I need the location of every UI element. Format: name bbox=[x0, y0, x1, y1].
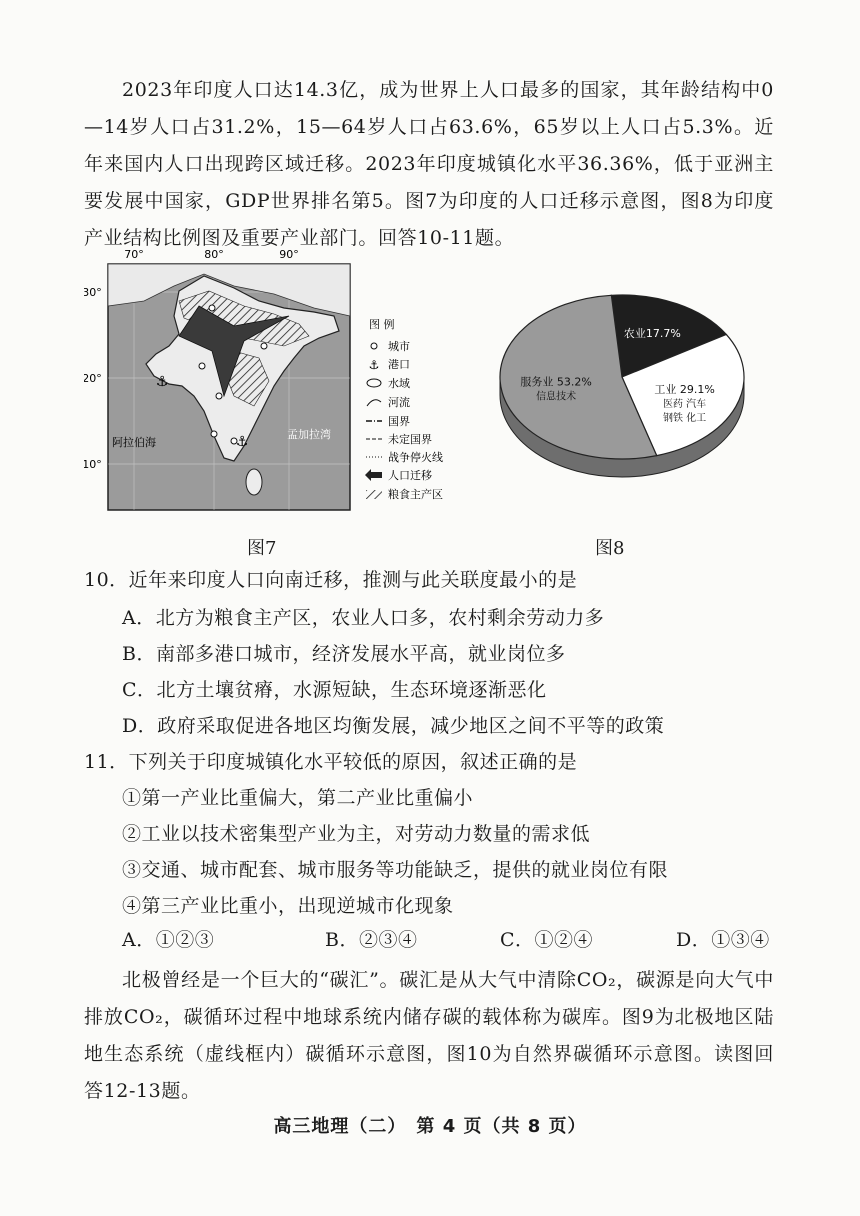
figure-8-caption: 图8 bbox=[595, 538, 625, 559]
svg-text:河流: 河流 bbox=[388, 396, 410, 409]
lon-label-80: 80° bbox=[204, 248, 224, 261]
legend-border bbox=[366, 415, 410, 428]
svg-text:战争停火线: 战争停火线 bbox=[388, 451, 443, 464]
pie-label-0: 农业17.7% bbox=[623, 326, 681, 340]
legend-port bbox=[369, 357, 410, 372]
lon-label-70: 70° bbox=[124, 248, 144, 261]
q10-option-d: D．政府采取促进各地区均衡发展，减少地区之间不平等的政策 bbox=[122, 715, 665, 737]
bay-of-bengal-label: 孟加拉湾 bbox=[287, 428, 331, 441]
q11-choice-d: D．①③④ bbox=[676, 929, 770, 951]
svg-text:⚓: ⚓ bbox=[368, 358, 380, 372]
q11-statement-2: ②工业以技术密集型产业为主，对劳动力数量的需求低 bbox=[122, 823, 591, 845]
svg-text:人口迁移: 人口迁移 bbox=[388, 469, 432, 482]
figure-7-caption: 图7 bbox=[247, 538, 277, 559]
q11-stem: 11．下列关于印度城镇化水平较低的原因，叙述正确的是 bbox=[84, 751, 578, 773]
legend-ceasefire-line bbox=[366, 450, 443, 464]
figure-8-pie-chart bbox=[495, 282, 750, 497]
q11-choice-a: A．①②③ bbox=[122, 929, 215, 951]
svg-text:港口: 港口 bbox=[388, 358, 410, 371]
pie-sublabel-1-0: 医药 汽车 bbox=[663, 399, 707, 411]
pie-sublabel-1-1: 钢铁 化工 bbox=[663, 413, 707, 425]
q11-choice-c: C．①②④ bbox=[500, 929, 594, 951]
q11-statement-1: ①第一产业比重偏大，第二产业比重偏小 bbox=[122, 787, 474, 809]
pie-label-2: 服务业 53.2% bbox=[520, 375, 592, 389]
svg-text:粮食主产区: 粮食主产区 bbox=[388, 488, 443, 501]
port-icon-east: ⚓ bbox=[235, 434, 249, 450]
arabian-sea-label: 阿拉伯海 bbox=[112, 436, 156, 449]
svg-text:未定国界: 未定国界 bbox=[388, 433, 432, 446]
q11-choice-b: B．②③④ bbox=[325, 929, 418, 951]
map-legend bbox=[365, 317, 443, 501]
q10-option-b: B．南部多港口城市，经济发展水平高，就业岗位多 bbox=[122, 643, 566, 665]
legend-migration bbox=[365, 468, 432, 482]
figure-7-map bbox=[84, 246, 479, 526]
legend-water bbox=[367, 376, 410, 390]
lat-label-20: 20° bbox=[84, 372, 102, 385]
lon-label-90: 90° bbox=[279, 248, 299, 261]
lat-label-10: 10° bbox=[84, 458, 102, 471]
carbon-paragraph: 北极曾经是一个巨大的“碳汇”。碳汇是从大气中清除CO₂，碳源是向大气中排放CO₂，碳循环过程中地球系统内储存碳的载体称为碳库。图9为北极地区陆地生态系统（虚线框内）碳循环示意图，图10为自然界碳循环示意图。读图回答12-13题。 bbox=[84, 969, 774, 1102]
legend-grain-area bbox=[366, 487, 443, 501]
pie-label-1: 工业 29.1% bbox=[654, 383, 715, 397]
legend-river bbox=[367, 395, 410, 409]
q11-statement-4: ④第三产业比重小，出现逆城市化现象 bbox=[122, 895, 454, 917]
page-footer: 高三地理（二） 第 4 页（共 8 页） bbox=[273, 1116, 587, 1137]
q10-option-c: C．北方土壤贫瘠，水源短缺，生态环境逐渐恶化 bbox=[122, 679, 547, 701]
legend-title: 图 例 bbox=[369, 318, 395, 331]
svg-text:城市: 城市 bbox=[388, 340, 410, 353]
q10-stem: 10．近年来印度人口向南迁移，推测与此关联度最小的是 bbox=[84, 569, 578, 591]
svg-text:国界: 国界 bbox=[388, 415, 410, 428]
q10-option-a: A．北方为粮食主产区，农业人口多，农村剩余劳动力多 bbox=[122, 607, 605, 629]
q11-statement-3: ③交通、城市配套、城市服务等功能缺乏，提供的就业岗位有限 bbox=[122, 859, 669, 881]
port-icon-west: ⚓ bbox=[155, 374, 169, 390]
legend-city bbox=[371, 340, 410, 353]
sri-lanka bbox=[246, 469, 262, 495]
intro-paragraph: 2023年印度人口达14.3亿，成为世界上人口最多的国家，其年龄结构中0—14岁人口占31.2%，15—64岁人口占63.6%，65岁以上人口占5.3%。近年来国内人口出现跨区域迁移。2023年印度城镇化水平36.36%，低于亚洲主要发展中国家，GDP世界排名第5。图7为印度的人口迁移示意图，图8为印度产业结构比例图及重要产业部门。回答10-11题。 bbox=[84, 79, 774, 249]
lat-label-30: 30° bbox=[84, 286, 102, 299]
pie-sublabel-2-0: 信息技术 bbox=[536, 391, 577, 403]
legend-undetermined-border bbox=[366, 432, 432, 446]
svg-text:水域: 水域 bbox=[388, 377, 410, 390]
